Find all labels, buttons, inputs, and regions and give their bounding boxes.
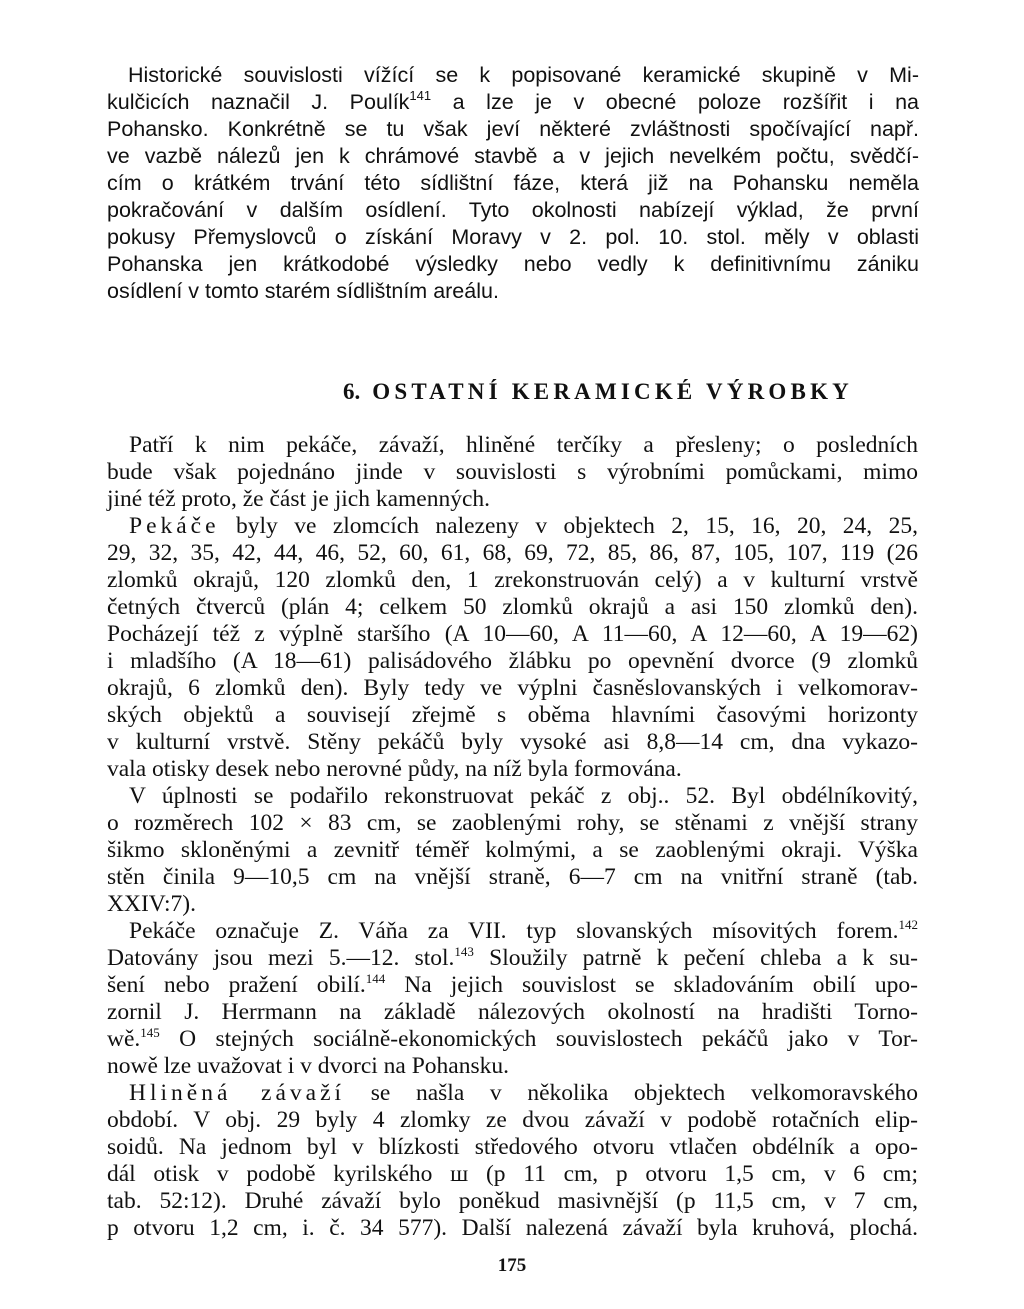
text-segment: kulčicích naznačil J. Poulík xyxy=(107,90,410,114)
text-line: p otvoru 1,2 cm, i. č. 34 577). Další nalezená závaží byla kruhová, plochá. xyxy=(107,1215,918,1241)
footnote-ref: 142 xyxy=(898,917,918,932)
spaced-term: Hliněná závaží xyxy=(129,1080,346,1106)
text-line: zornil J. Herrmann na základě nálezových okolností na hradišti Torno- xyxy=(107,999,918,1025)
footnote-ref: 141 xyxy=(409,88,432,103)
text-segment: se našla v několika objektech velkomoravského xyxy=(370,1080,919,1106)
text-line: 29, 32, 35, 42, 44, 46, 52, 60, 61, 68, 69, 72, 85, 86, 87, 105, 107, 119 (26 xyxy=(107,540,918,566)
text-segment: šení nebo pražení obilí. xyxy=(107,972,366,998)
text-line: Pohansko. Konkrétně se tu však jeví některé zvláštnosti spočívající např. xyxy=(107,117,919,141)
text-line xyxy=(129,511,918,541)
footnote-ref: 143 xyxy=(454,944,474,959)
text-line xyxy=(129,1078,918,1108)
text-line: ských objektů a souvisejí zřejmě s oběma hlavními časovými horizonty xyxy=(107,702,918,728)
text-line: Pohanska jen krátkodobé výsledky nebo vedly k definitivnímu zániku xyxy=(107,252,919,276)
text-line: jiné též proto, že část je jich kamenných. xyxy=(107,486,491,512)
footnote-ref: 144 xyxy=(365,971,386,986)
text-line: osídlení v tomto starém sídlištním areálu. xyxy=(107,279,499,303)
footnote-ref: 145 xyxy=(140,1025,160,1040)
text-line xyxy=(107,943,918,973)
text-line: okrajů, 6 zlomků den). Byly tedy ve výplni časněslovanských i velkomorav- xyxy=(107,675,918,701)
text-line: vala otisky desek nebo nerovné půdy, na níž byla formována. xyxy=(107,756,682,782)
text-segment: Pekáče označuje Z. Váňa za VII. typ slovanských mísovitých forem. xyxy=(129,918,899,944)
text-line: Patří k nim pekáče, závaží, hliněné terčíky a přesleny; o posledních xyxy=(129,432,918,458)
page-number: 175 xyxy=(497,1255,527,1276)
text-segment: O stejných sociálně-ekonomických souvislostech pekáčů jako v Tor- xyxy=(159,1026,918,1052)
text-line: soidů. Na jednom byl v blízkosti středového otvoru vtlačen obdélník a opo- xyxy=(107,1134,918,1160)
text-line: cím o krátkém trvání této sídlištní fáze, která již na Pohansku neměla xyxy=(107,171,919,195)
text-line: v kulturní vrstvě. Stěny pekáčů byly vysoké asi 8,8—14 cm, dna vykazo- xyxy=(107,729,918,755)
text-line: V úplnosti se podařilo rekonstruovat pekáč z obj.. 52. Byl obdélníkovitý, xyxy=(129,783,918,809)
text-line xyxy=(107,1024,918,1054)
text-line: o rozměrech 102 × 83 cm, se zaoblenými rohy, se stěnami z vnější strany xyxy=(107,810,918,836)
section-number: 6. xyxy=(343,379,361,404)
text-segment: byly ve zlomcích nalezeny v objektech 2, 15, 16, 20, 24, 25, xyxy=(235,513,918,539)
text-line: Historické souvislosti vížící se k popisované keramické skupině v Mi- xyxy=(128,63,919,87)
text-segment: Na jejich souvislost se skladováním obilí upo- xyxy=(385,972,918,998)
text-line: četných čtverců (plán 4; celkem 50 zlomků okrajů a asi 150 zlomků den). xyxy=(107,594,918,620)
text-line xyxy=(107,87,919,117)
text-line: XXIV:7). xyxy=(107,891,196,917)
text-segment: a lze je v obecné poloze rozšířit i na xyxy=(452,90,919,114)
text-line xyxy=(107,970,918,1000)
text-segment: Datovány jsou mezi 5.—12. stol. xyxy=(107,945,455,971)
text-line: pokračování v dalším osídlení. Tyto okolnosti nabízejí výklad, že první xyxy=(107,198,919,222)
text-line xyxy=(129,916,918,946)
text-line: bude však pojednáno jinde v souvislosti s výrobními pomůckami, mimo xyxy=(107,459,918,485)
text-line: období. V obj. 29 byly 4 zlomky ze dvou závaží v podobě rotačních elip- xyxy=(107,1107,918,1133)
text-segment: Sloužily patrně k pečení chleba a k su- xyxy=(473,945,918,971)
text-line: zlomků okrajů, 120 zlomků den, 1 zrekonstruován celý) a v kulturní vrstvě xyxy=(107,567,918,593)
text-line: pokusy Přemyslovců o získání Moravy v 2. pol. 10. stol. měly v oblasti xyxy=(107,225,919,249)
text-line: nowě lze uvažovat i v dvorci na Pohansku. xyxy=(107,1053,510,1079)
section-heading xyxy=(343,377,853,407)
text-line: stěn činila 9—10,5 cm na vnější straně, 6—7 cm na vnitřní straně (tab. xyxy=(107,864,918,890)
text-line: Pocházejí též z výplně staršího (A 10—60, A 11—60, A 12—60, A 19—62) xyxy=(107,621,918,647)
spaced-term: Pekáče xyxy=(129,513,220,539)
section-title: OSTATNÍ KERAMICKÉ VÝROBKY xyxy=(372,379,853,404)
text-line: ve vazbě nálezů jen k chrámové stavbě a v jejich nevelkém počtu, svědčí- xyxy=(107,144,919,168)
text-segment: wě. xyxy=(107,1026,141,1052)
text-line: dál otisk v podobě kyrilského ш (p 11 cm, p otvoru 1,5 cm, v 6 cm; xyxy=(107,1161,918,1187)
text-line: tab. 52:12). Druhé závaží bylo poněkud masivnější (p 11,5 cm, v 7 cm, xyxy=(107,1188,918,1214)
text-line: i mladšího (A 18—61) palisádového žlábku po opevnění dvorce (9 zlomků xyxy=(107,648,918,674)
text-line: šikmo skloněnými a zevnitř téměř kolmými, a se zaoblenými okraji. Výška xyxy=(107,837,918,863)
